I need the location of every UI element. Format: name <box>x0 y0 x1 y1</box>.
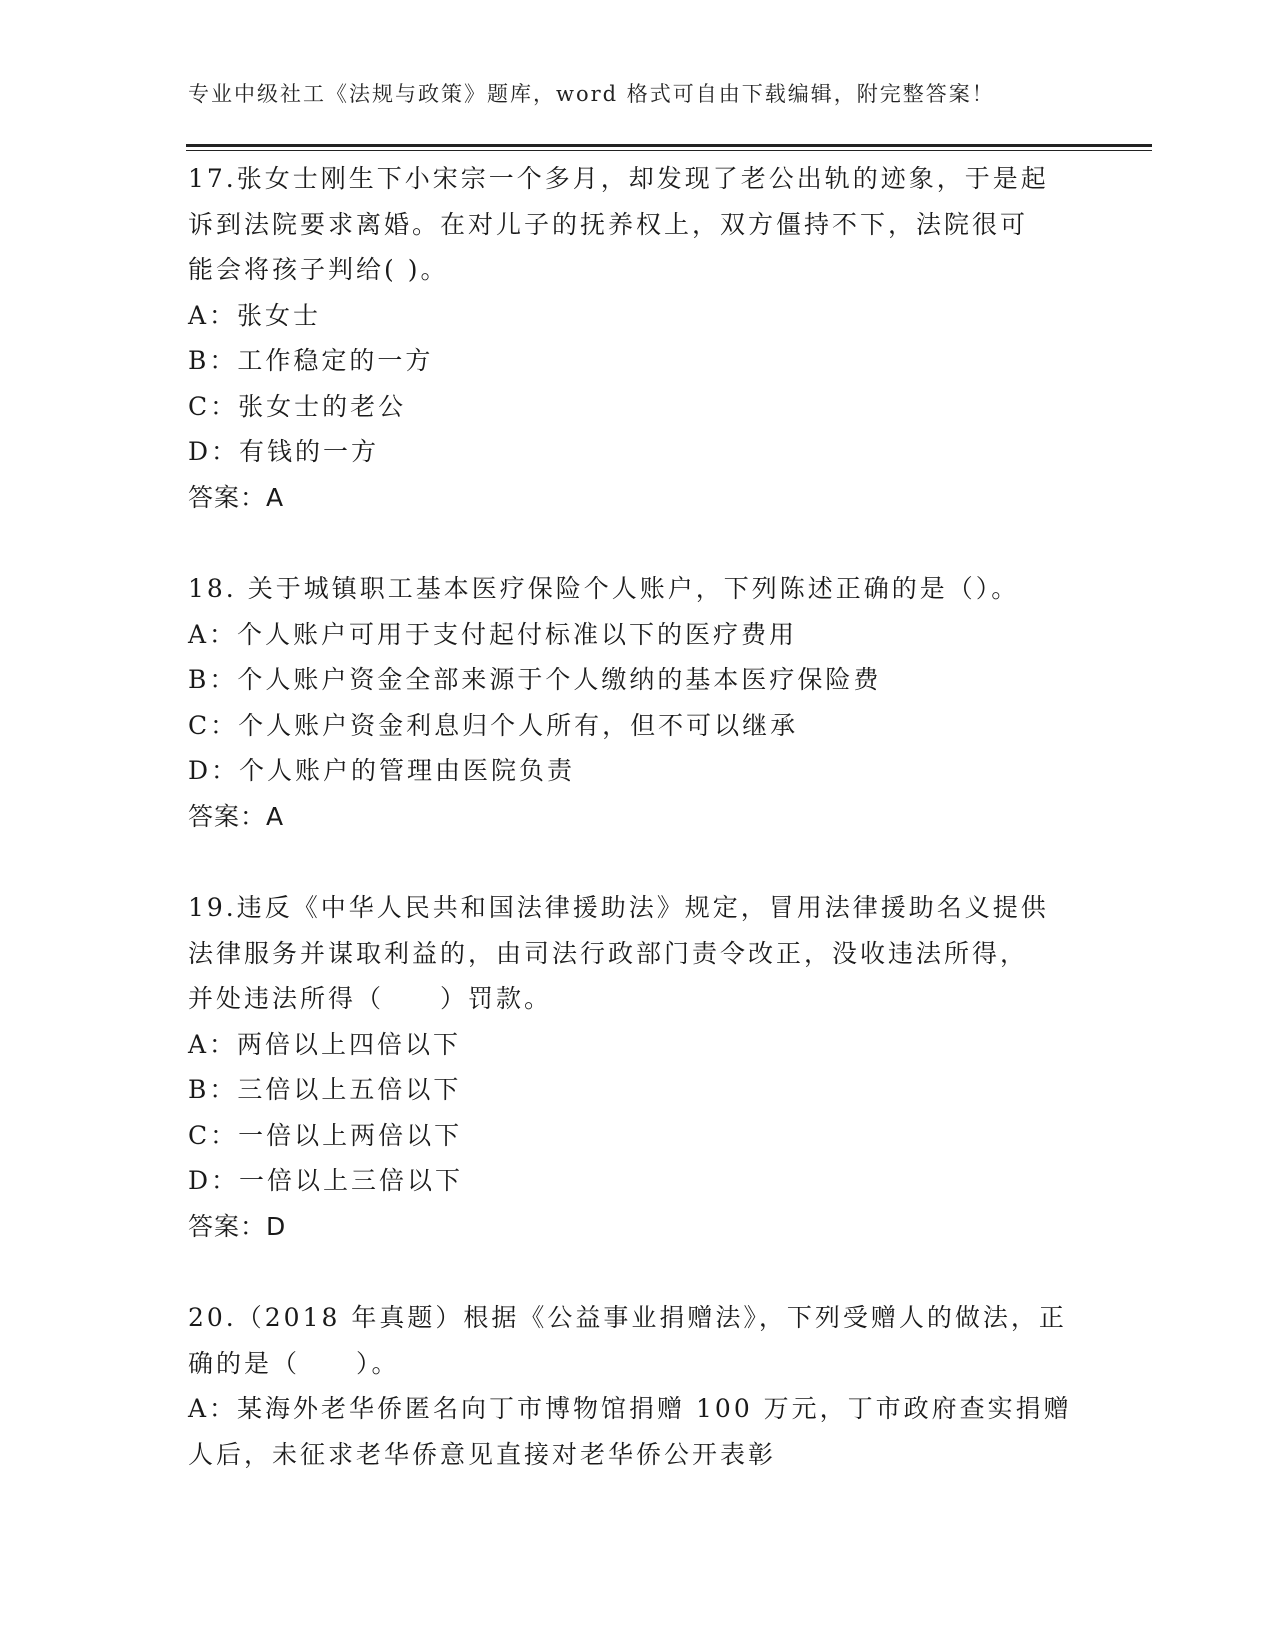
option-d: D：有钱的一方 <box>188 437 380 466</box>
answer-label: 答案：D <box>188 1211 287 1241</box>
option-a: A：某海外老华侨匿名向丁市博物馆捐赠 100 万元，丁市政府查实捐赠 <box>188 1394 1072 1423</box>
page-header: 专业中级社工《法规与政策》题库，word 格式可自由下载编辑，附完整答案！ <box>188 82 995 106</box>
question-stem-line: 18. 关于城镇职工基本医疗保险个人账户，下列陈述正确的是（）。 <box>188 574 1020 603</box>
option-b: B：工作稳定的一方 <box>188 346 434 375</box>
option-a-continued: 人后，未征求老华侨意见直接对老华侨公开表彰 <box>188 1439 777 1469</box>
question-stem-line: 并处违法所得（ ）罚款。 <box>188 984 553 1013</box>
option-b: B：个人账户资金全部来源于个人缴纳的基本医疗保险费 <box>188 665 882 694</box>
question-stem-line: 诉到法院要求离婚。在对儿子的抚养权上，双方僵持不下，法院很可 <box>188 209 1029 239</box>
question-list <box>188 156 1088 1523</box>
option-c: C：个人账户资金利息归个人所有，但不可以继承 <box>188 710 799 740</box>
header-rule-thin <box>186 150 1152 151</box>
question-stem-line: 能会将孩子判给( )。 <box>188 255 449 284</box>
option-c: C：张女士的老公 <box>188 391 407 421</box>
question-20 <box>188 1295 1088 1477</box>
option-d: D：个人账户的管理由医院负责 <box>188 756 576 785</box>
option-a: A：两倍以上四倍以下 <box>188 1029 462 1059</box>
option-b: B：三倍以上五倍以下 <box>188 1075 462 1104</box>
question-stem-line: 法律服务并谋取利益的，由司法行政部门责令改正，没收违法所得， <box>188 938 1029 968</box>
answer-label: 答案：A <box>188 801 285 831</box>
question-stem-line: 20.（2018 年真题）根据《公益事业捐赠法》，下列受赠人的做法，正 <box>188 1303 1067 1332</box>
answer-label: 答案：A <box>188 482 285 512</box>
question-stem-line: 17.张女士刚生下小宋宗一个多月，却发现了老公出轨的迹象，于是起 <box>188 164 1049 193</box>
header-rule-thick <box>186 144 1152 147</box>
question-17 <box>188 156 1088 520</box>
question-19 <box>188 885 1088 1249</box>
question-18 <box>188 566 1088 839</box>
question-stem-line: 确的是（ ）。 <box>188 1348 400 1378</box>
option-c: C：一倍以上两倍以下 <box>188 1120 463 1150</box>
option-d: D：一倍以上三倍以下 <box>188 1166 464 1195</box>
option-a: A：张女士 <box>188 300 322 330</box>
option-a: A：个人账户可用于支付起付标准以下的医疗费用 <box>188 619 798 649</box>
question-stem-line: 19.违反《中华人民共和国法律援助法》规定，冒用法律援助名义提供 <box>188 893 1049 922</box>
